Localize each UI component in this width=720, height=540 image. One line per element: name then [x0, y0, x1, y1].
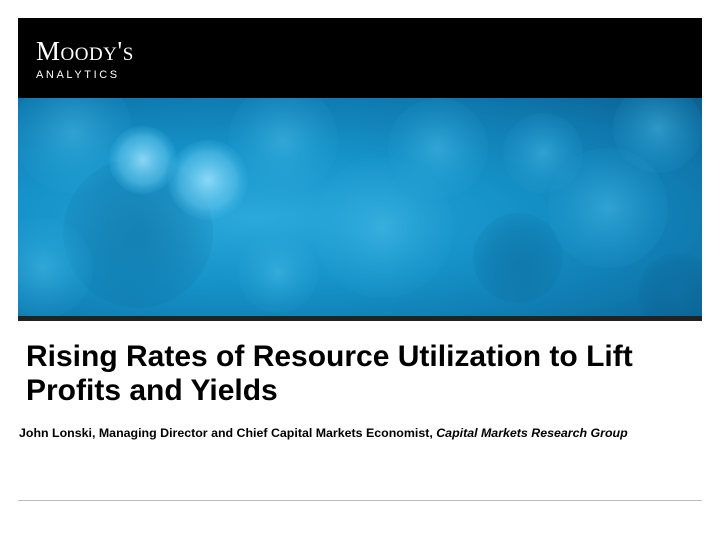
bokeh-banner-image: [18, 98, 702, 316]
moodys-analytics-logo: [36, 38, 134, 82]
footer-divider: [18, 500, 702, 501]
banner-divider: [18, 316, 702, 321]
author-line: John Lonski, Managing Director and Chief Capital Markets Economist,: [19, 426, 433, 440]
logo-tagline: ANALYTICS: [36, 69, 120, 81]
header-bar: [18, 18, 702, 98]
slide-subtitle: [19, 425, 719, 441]
research-group: Capital Markets Research Group: [436, 426, 628, 440]
logo-wordmark: Moody's: [36, 36, 134, 66]
bokeh-circles: [18, 98, 702, 316]
slide-title: Rising Rates of Resource Utilization to Lift Profits and Yields: [26, 340, 633, 407]
